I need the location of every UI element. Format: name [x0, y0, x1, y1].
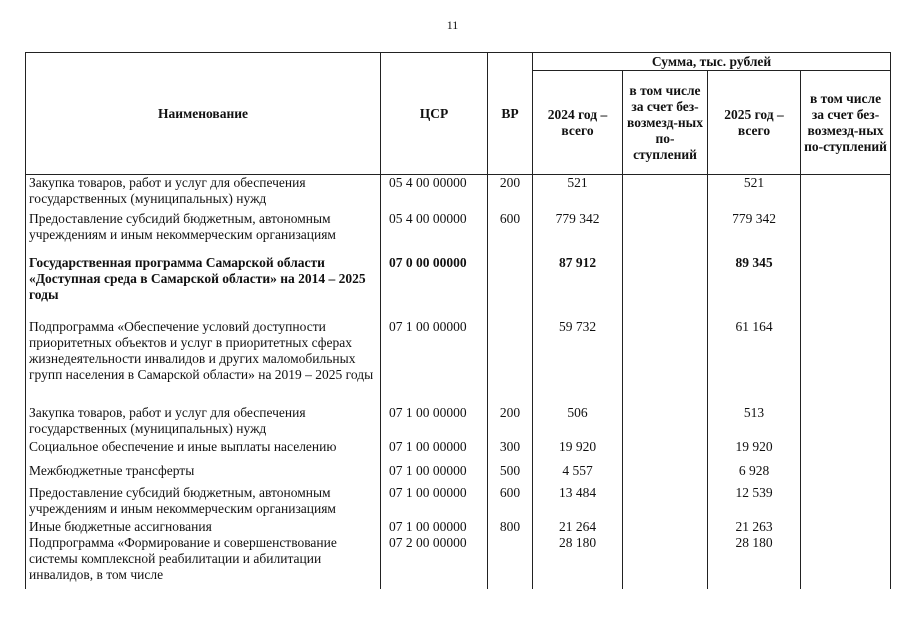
- row-2024: 13 484: [533, 485, 623, 519]
- row-2024: 506: [533, 405, 623, 439]
- row-name: Государственная программа Самарской области «Доступная среда в Самарской области» на 2014 – 2025 годы: [26, 255, 381, 319]
- row-csr: 07 1 00 00000: [381, 439, 488, 463]
- table-row: [26, 463, 891, 485]
- header-vr: ВР: [488, 53, 533, 175]
- row-name: Закупка товаров, работ и услуг для обеспечения государственных (муниципальных) нужд: [26, 175, 381, 211]
- row-name: Подпрограмма «Формирование и совершенствование системы комплексной реабилитации и абилитации инвалидов, в том числе: [26, 535, 381, 589]
- row-vr: [488, 535, 533, 589]
- row-vr: [488, 319, 533, 405]
- row-2024: 779 342: [533, 211, 623, 255]
- row-name: Закупка товаров, работ и услуг для обеспечения государственных (муниципальных) нужд: [26, 405, 381, 439]
- row-2024-free: [623, 439, 708, 463]
- row-2025: 61 164: [708, 319, 801, 405]
- row-2025: 521: [708, 175, 801, 211]
- row-2024: 28 180: [533, 535, 623, 589]
- row-2025-free: [801, 439, 891, 463]
- table-row: [26, 319, 891, 405]
- row-csr: 07 1 00 00000: [381, 519, 488, 535]
- row-2024-free: [623, 463, 708, 485]
- table-row: [26, 439, 891, 463]
- row-csr: 05 4 00 00000: [381, 211, 488, 255]
- table-row: [26, 405, 891, 439]
- row-2024-free: [623, 535, 708, 589]
- table-row: [26, 211, 891, 255]
- table-row: [26, 175, 891, 211]
- row-2025-free: [801, 519, 891, 535]
- row-2024: 521: [533, 175, 623, 211]
- row-csr: 07 1 00 00000: [381, 319, 488, 405]
- row-2025: 89 345: [708, 255, 801, 319]
- row-2025: 12 539: [708, 485, 801, 519]
- row-csr: 05 4 00 00000: [381, 175, 488, 211]
- row-2025: 779 342: [708, 211, 801, 255]
- header-name: Наименование: [26, 53, 381, 175]
- row-vr: 300: [488, 439, 533, 463]
- row-vr: 200: [488, 175, 533, 211]
- row-name: Предоставление субсидий бюджетным, автономным учреждениям и иным некоммерческим организациям: [26, 211, 381, 255]
- row-2025-free: [801, 535, 891, 589]
- row-csr: 07 1 00 00000: [381, 405, 488, 439]
- row-vr: 600: [488, 485, 533, 519]
- row-2025: 28 180: [708, 535, 801, 589]
- header-2024-total: 2024 год – всего: [533, 71, 623, 175]
- table-row: [26, 535, 891, 589]
- row-2024-free: [623, 519, 708, 535]
- page-number: 11: [446, 18, 459, 32]
- budget-table: [25, 52, 891, 589]
- row-vr: 600: [488, 211, 533, 255]
- row-name: Предоставление субсидий бюджетным, автономным учреждениям и иным некоммерческим организациям: [26, 485, 381, 519]
- row-2025: 19 920: [708, 439, 801, 463]
- row-name: Иные бюджетные ассигнования: [26, 519, 381, 535]
- row-2025: 513: [708, 405, 801, 439]
- row-2024: 87 912: [533, 255, 623, 319]
- row-2025: 21 263: [708, 519, 801, 535]
- row-2025-free: [801, 405, 891, 439]
- row-csr: 07 2 00 00000: [381, 535, 488, 589]
- table-row: [26, 485, 891, 519]
- row-2024: 19 920: [533, 439, 623, 463]
- row-vr: 500: [488, 463, 533, 485]
- row-2025-free: [801, 255, 891, 319]
- row-2024-free: [623, 319, 708, 405]
- row-2024-free: [623, 175, 708, 211]
- row-2025-free: [801, 319, 891, 405]
- row-2025-free: [801, 211, 891, 255]
- header-sum-group: Сумма, тыс. рублей: [533, 53, 891, 71]
- row-2025-free: [801, 463, 891, 485]
- table-row: [26, 255, 891, 319]
- row-2024-free: [623, 211, 708, 255]
- table-row: [26, 519, 891, 535]
- header-csr: ЦСР: [381, 53, 488, 175]
- row-2024-free: [623, 255, 708, 319]
- row-2024: 59 732: [533, 319, 623, 405]
- row-2024-free: [623, 405, 708, 439]
- row-vr: [488, 255, 533, 319]
- row-csr: 07 1 00 00000: [381, 463, 488, 485]
- row-vr: 800: [488, 519, 533, 535]
- row-vr: 200: [488, 405, 533, 439]
- row-2025: 6 928: [708, 463, 801, 485]
- row-2024: 4 557: [533, 463, 623, 485]
- row-2024: 21 264: [533, 519, 623, 535]
- row-csr: 07 0 00 00000: [381, 255, 488, 319]
- row-csr: 07 1 00 00000: [381, 485, 488, 519]
- row-2025-free: [801, 175, 891, 211]
- header-2025-free: в том числе за счет без-возмезд-ных по-ступлений: [801, 71, 891, 175]
- row-2024-free: [623, 485, 708, 519]
- row-name: Социальное обеспечение и иные выплаты населению: [26, 439, 381, 463]
- row-name: Подпрограмма «Обеспечение условий доступности приоритетных объектов и услуг в приоритетных сферах жизнедеятельности инвалидов и других маломобильных групп населения в Самарской области» на 2019 – 2025 годы: [26, 319, 381, 405]
- row-name: Межбюджетные трансферты: [26, 463, 381, 485]
- row-2025-free: [801, 485, 891, 519]
- header-2025-total: 2025 год – всего: [708, 71, 801, 175]
- header-2024-free: в том числе за счет без-возмезд-ных по-ступлений: [623, 71, 708, 175]
